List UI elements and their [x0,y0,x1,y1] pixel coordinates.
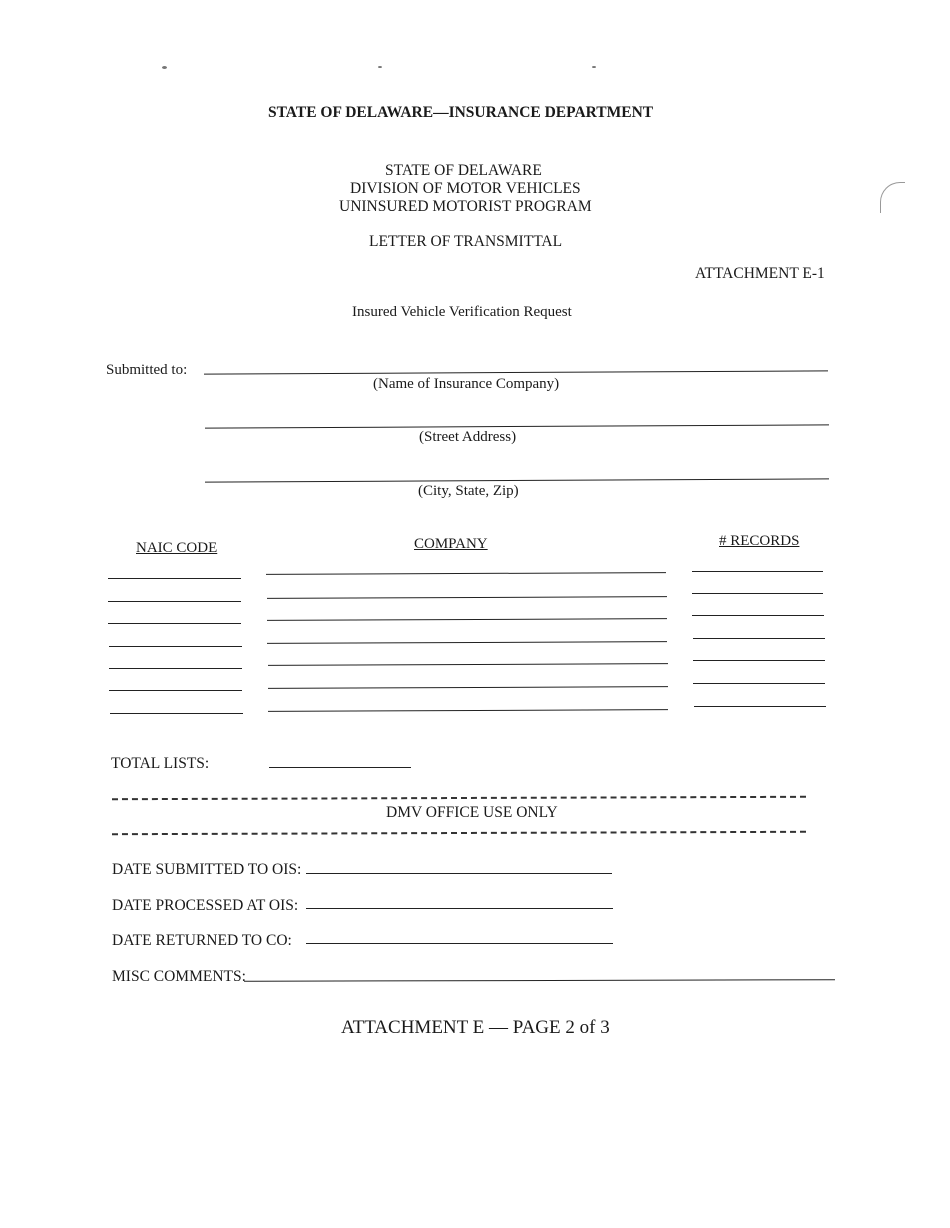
street-address-line[interactable] [205,424,829,428]
scan-speck [378,66,382,68]
company-entry-line[interactable] [268,709,668,712]
naic-code-header: NAIC CODE [136,540,218,556]
records-entry-line[interactable] [692,593,823,594]
company-entry-line[interactable] [267,641,667,644]
scan-speck [592,66,596,68]
dmv-divider-bottom [112,831,806,835]
records-entry-line[interactable] [693,660,825,661]
records-header: # RECORDS [719,533,800,549]
insurance-company-line[interactable] [204,370,828,374]
naic-code-entry-line[interactable] [109,668,242,669]
scan-speck [162,66,167,69]
letter-title: LETTER OF TRANSMITTAL [369,233,563,250]
date-processed-label: DATE PROCESSED AT OIS: [112,897,299,914]
naic-code-entry-line[interactable] [110,713,243,714]
page-footer: ATTACHMENT E — PAGE 2 of 3 [341,1017,610,1038]
date-returned-label: DATE RETURNED TO CO: [112,932,292,949]
attachment-label: ATTACHMENT E-1 [695,265,825,282]
naic-code-entry-line[interactable] [109,646,242,647]
department-title: STATE OF DELAWARE—INSURANCE DEPARTMENT [268,104,654,121]
state-title: STATE OF DELAWARE [385,162,542,179]
misc-comments-label: MISC COMMENTS: [112,968,246,985]
city-state-zip-caption: (City, State, Zip) [418,483,519,499]
date-processed-line[interactable] [306,908,613,909]
company-header: COMPANY [414,536,488,552]
company-entry-line[interactable] [267,596,667,599]
division-title: DIVISION OF MOTOR VEHICLES [350,180,581,197]
program-title: UNINSURED MOTORIST PROGRAM [339,198,592,215]
dmv-office-use-header: DMV OFFICE USE ONLY [386,804,558,821]
date-returned-line[interactable] [306,943,613,944]
total-lists-line[interactable] [269,767,411,768]
company-entry-line[interactable] [267,618,667,621]
request-title: Insured Vehicle Verification Request [352,304,572,320]
misc-comments-line[interactable] [244,979,835,982]
city-state-zip-line[interactable] [205,478,829,482]
date-submitted-line[interactable] [306,873,612,874]
insurance-company-caption: (Name of Insurance Company) [373,376,560,392]
naic-code-entry-line[interactable] [109,690,242,691]
records-entry-line[interactable] [694,706,826,707]
submitted-to-label: Submitted to: [106,362,188,378]
company-entry-line[interactable] [268,686,668,689]
company-entry-line[interactable] [266,572,666,575]
records-entry-line[interactable] [692,615,824,616]
naic-code-entry-line[interactable] [108,578,241,579]
naic-code-entry-line[interactable] [108,623,241,624]
scan-mark [880,182,905,213]
naic-code-entry-line[interactable] [108,601,241,602]
total-lists-label: TOTAL LISTS: [111,755,210,772]
records-entry-line[interactable] [692,571,823,572]
date-submitted-label: DATE SUBMITTED TO OIS: [112,861,302,878]
dmv-divider-top [112,796,806,800]
records-entry-line[interactable] [693,683,825,684]
company-entry-line[interactable] [268,663,668,666]
records-entry-line[interactable] [693,638,825,639]
street-address-caption: (Street Address) [419,429,517,445]
